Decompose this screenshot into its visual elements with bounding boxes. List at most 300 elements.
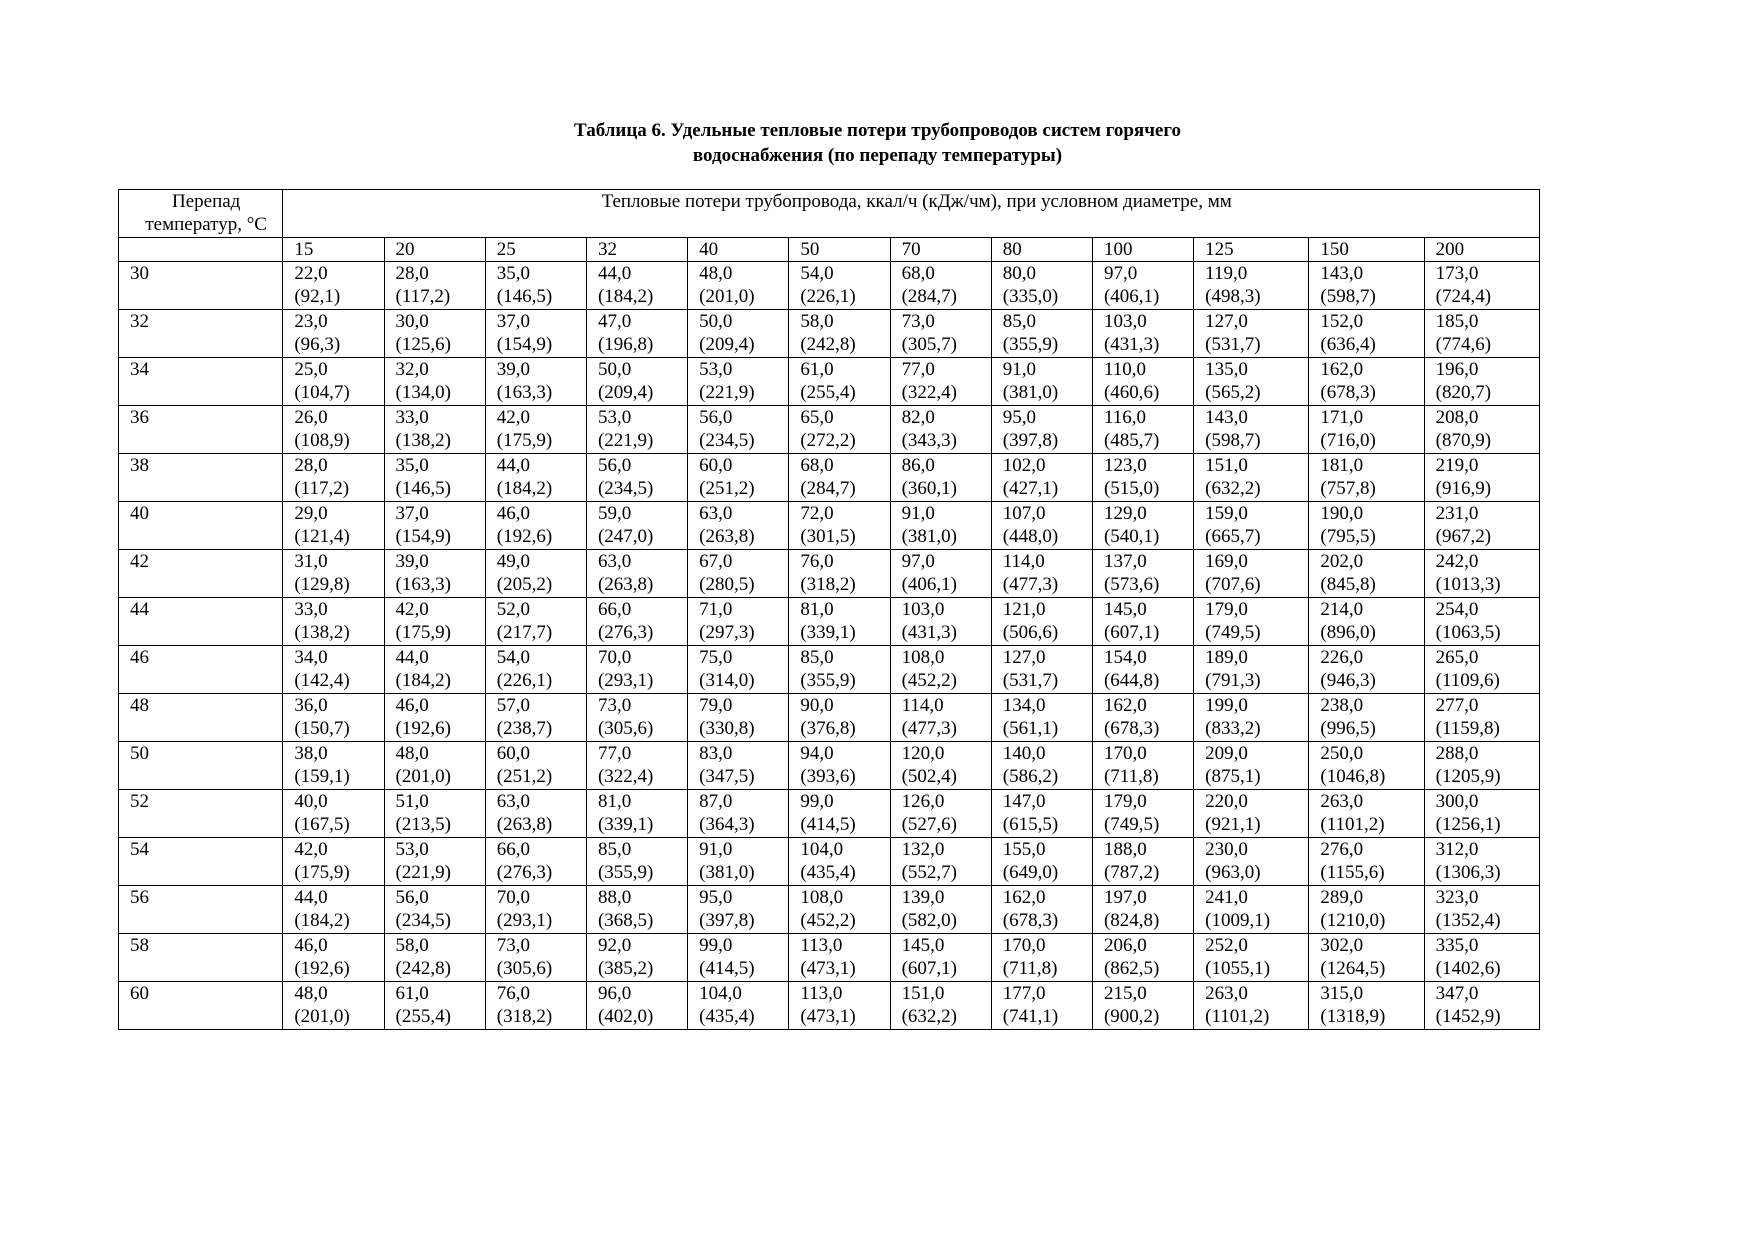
heat-loss-kj-value: (355,9) xyxy=(597,862,654,883)
heat-loss-cell xyxy=(1092,982,1193,1030)
heat-loss-cell xyxy=(1309,646,1424,694)
temperature-diff-cell: 52 xyxy=(119,790,283,838)
heat-loss-cell xyxy=(890,310,991,358)
heat-loss-kj-value: (355,9) xyxy=(800,670,856,691)
heat-loss-cell xyxy=(1424,790,1539,838)
heat-loss-kj-value: (381,0) xyxy=(901,526,957,547)
heat-loss-kj-value: (586,2) xyxy=(1002,766,1059,787)
heat-loss-cell xyxy=(789,838,890,886)
heat-loss-kcal-value: 38,0 xyxy=(294,743,328,764)
heat-loss-kj-value: (716,0) xyxy=(1320,430,1376,451)
heat-loss-kcal-value: 83,0 xyxy=(699,743,733,764)
heat-loss-kcal-value: 215,0 xyxy=(1103,983,1147,1004)
heat-loss-kj-value: (154,9) xyxy=(395,526,451,547)
heat-loss-kj-value: (1318,9) xyxy=(1320,1006,1386,1027)
heat-loss-kcal-value: 190,0 xyxy=(1320,503,1364,524)
heat-loss-kcal-value: 63,0 xyxy=(699,503,733,524)
heat-loss-kcal-value: 302,0 xyxy=(1320,935,1364,956)
heat-loss-cell xyxy=(384,694,485,742)
heat-loss-cell xyxy=(283,742,384,790)
heat-loss-kj-value: (632,2) xyxy=(1205,478,1261,499)
heat-loss-kj-value: (565,2) xyxy=(1205,382,1261,403)
heat-loss-kcal-value: 315,0 xyxy=(1320,983,1364,1004)
heat-loss-cell xyxy=(1309,934,1424,982)
table-row xyxy=(119,502,1540,550)
heat-loss-kj-value: (1452,9) xyxy=(1435,1006,1501,1027)
heat-loss-cell xyxy=(991,262,1092,310)
heat-loss-kcal-value: 36,0 xyxy=(294,695,328,716)
heat-loss-cell xyxy=(991,934,1092,982)
heat-loss-cell xyxy=(789,646,890,694)
heat-loss-kj-value: (427,1) xyxy=(1002,478,1059,499)
table-row xyxy=(119,310,1540,358)
heat-loss-kcal-value: 23,0 xyxy=(294,311,328,332)
heat-loss-kcal-value: 238,0 xyxy=(1320,695,1364,716)
heat-loss-cell xyxy=(688,502,789,550)
heat-loss-kcal-value: 46,0 xyxy=(395,695,429,716)
heat-loss-kcal-value: 48,0 xyxy=(294,983,328,1004)
heat-loss-kcal-value: 323,0 xyxy=(1435,887,1479,908)
heat-loss-kj-value: (138,2) xyxy=(294,622,350,643)
header-temperature-diff-line-1: Перепад xyxy=(171,191,241,212)
heat-loss-kcal-value: 56,0 xyxy=(699,407,733,428)
heat-loss-cell xyxy=(1194,742,1309,790)
heat-loss-kj-value: (234,5) xyxy=(597,478,654,499)
table-row xyxy=(119,790,1540,838)
heat-loss-kcal-value: 170,0 xyxy=(1103,743,1147,764)
heat-loss-cell xyxy=(789,358,890,406)
table-row xyxy=(119,838,1540,886)
heat-loss-kcal-value: 230,0 xyxy=(1205,839,1248,860)
heat-loss-cell xyxy=(485,358,586,406)
heat-loss-cell xyxy=(384,838,485,886)
title-line-1: Таблица 6. Удельные тепловые потери трубопроводов систем горячего xyxy=(574,120,1181,141)
heat-loss-kcal-value: 312,0 xyxy=(1435,839,1479,860)
heat-loss-kcal-value: 60,0 xyxy=(496,743,530,764)
heat-loss-kj-value: (234,5) xyxy=(395,910,451,931)
heat-loss-kj-value: (1101,2) xyxy=(1205,1006,1270,1027)
heat-loss-kcal-value: 61,0 xyxy=(395,983,429,1004)
heat-loss-kcal-value: 171,0 xyxy=(1320,407,1364,428)
heat-loss-kj-value: (134,0) xyxy=(395,382,451,403)
heat-loss-kcal-value: 53,0 xyxy=(699,359,733,380)
heat-loss-kj-value: (234,5) xyxy=(699,430,755,451)
heat-loss-kj-value: (414,5) xyxy=(699,958,755,979)
heat-loss-kcal-value: 33,0 xyxy=(395,407,429,428)
heat-loss-cell xyxy=(1194,934,1309,982)
heat-loss-kj-value: (360,1) xyxy=(901,478,957,499)
heat-loss-kj-value: (649,0) xyxy=(1002,862,1059,883)
heat-loss-cell xyxy=(586,694,687,742)
heat-loss-cell xyxy=(1309,406,1424,454)
heat-loss-cell xyxy=(485,838,586,886)
heat-loss-kcal-value: 29,0 xyxy=(294,503,328,524)
heat-loss-kj-value: (502,4) xyxy=(901,766,957,787)
heat-loss-kj-value: (263,8) xyxy=(496,814,553,835)
heat-loss-cell xyxy=(384,598,485,646)
heat-loss-kj-value: (138,2) xyxy=(395,430,451,451)
heat-loss-kcal-value: 197,0 xyxy=(1103,887,1147,908)
heat-loss-kj-value: (787,2) xyxy=(1103,862,1160,883)
heat-loss-cell xyxy=(586,646,687,694)
heat-loss-kj-value: (711,8) xyxy=(1103,766,1159,787)
heat-loss-cell xyxy=(991,550,1092,598)
heat-loss-cell xyxy=(1092,934,1193,982)
heat-loss-kj-value: (724,4) xyxy=(1435,286,1492,307)
heat-loss-kj-value: (221,9) xyxy=(699,382,755,403)
heat-loss-kj-value: (431,3) xyxy=(901,622,957,643)
heat-loss-kcal-value: 231,0 xyxy=(1435,503,1479,524)
heat-loss-kcal-value: 26,0 xyxy=(294,407,328,428)
heat-loss-cell xyxy=(1309,742,1424,790)
heat-loss-cell xyxy=(789,454,890,502)
heat-loss-kcal-value: 120,0 xyxy=(901,743,945,764)
heat-loss-kj-value: (1013,3) xyxy=(1435,574,1501,595)
heat-loss-kcal-value: 199,0 xyxy=(1205,695,1248,716)
heat-loss-cell xyxy=(1194,790,1309,838)
heat-loss-kj-value: (515,0) xyxy=(1103,478,1160,499)
heat-loss-kj-value: (247,0) xyxy=(597,526,654,547)
temperature-diff-cell: 50 xyxy=(119,742,283,790)
heat-loss-cell xyxy=(1309,262,1424,310)
heat-loss-kcal-value: 159,0 xyxy=(1205,503,1248,524)
heat-loss-kj-value: (921,1) xyxy=(1205,814,1261,835)
heat-loss-kcal-value: 53,0 xyxy=(597,407,632,428)
heat-loss-kcal-value: 151,0 xyxy=(901,983,945,1004)
heat-loss-kj-value: (414,5) xyxy=(800,814,856,835)
heat-loss-cell xyxy=(586,982,687,1030)
heat-loss-cell xyxy=(283,406,384,454)
heat-loss-cell xyxy=(1424,310,1539,358)
heat-loss-kcal-value: 276,0 xyxy=(1320,839,1364,860)
heat-loss-kcal-value: 68,0 xyxy=(800,455,834,476)
heat-loss-cell xyxy=(283,886,384,934)
heat-loss-kj-value: (364,3) xyxy=(699,814,755,835)
heat-loss-cell xyxy=(890,790,991,838)
heat-loss-cell xyxy=(1424,742,1539,790)
heat-loss-kj-value: (916,9) xyxy=(1435,478,1492,499)
heat-loss-kj-value: (845,8) xyxy=(1320,574,1376,595)
diameter-header-cell: 32 xyxy=(586,238,687,262)
heat-loss-kj-value: (644,8) xyxy=(1103,670,1160,691)
heat-loss-cell xyxy=(1309,838,1424,886)
heat-loss-cell xyxy=(283,502,384,550)
header-temperature-diff-line-2: температур, °С xyxy=(145,214,267,235)
heat-loss-cell xyxy=(688,406,789,454)
heat-loss-kcal-value: 145,0 xyxy=(901,935,945,956)
heat-loss-kcal-value: 59,0 xyxy=(597,503,632,524)
heat-loss-cell xyxy=(1194,886,1309,934)
heat-loss-cell xyxy=(890,454,991,502)
heat-loss-cell xyxy=(384,406,485,454)
heat-loss-kj-value: (314,0) xyxy=(699,670,755,691)
heat-loss-kj-value: (305,6) xyxy=(496,958,553,979)
heat-loss-kcal-value: 185,0 xyxy=(1435,311,1479,332)
heat-loss-kj-value: (678,3) xyxy=(1002,910,1059,931)
heat-loss-kj-value: (1046,8) xyxy=(1320,766,1386,787)
heat-loss-kcal-value: 71,0 xyxy=(699,599,733,620)
heat-loss-kcal-value: 265,0 xyxy=(1435,647,1479,668)
table-row xyxy=(119,982,1540,1030)
heat-loss-kcal-value: 52,0 xyxy=(496,599,530,620)
heat-loss-kcal-value: 99,0 xyxy=(800,791,834,812)
heat-loss-kj-value: (318,2) xyxy=(496,1006,553,1027)
table-row xyxy=(119,550,1540,598)
heat-loss-kcal-value: 37,0 xyxy=(395,503,429,524)
heat-loss-cell xyxy=(1194,550,1309,598)
heat-loss-kcal-value: 206,0 xyxy=(1103,935,1147,956)
table-row xyxy=(119,694,1540,742)
diameter-header-row xyxy=(119,238,1540,262)
heat-loss-kcal-value: 126,0 xyxy=(901,791,945,812)
heat-loss-kcal-value: 75,0 xyxy=(699,647,733,668)
heat-loss-kcal-value: 48,0 xyxy=(699,263,733,284)
heat-loss-kj-value: (108,9) xyxy=(294,430,350,451)
heat-loss-cell xyxy=(789,790,890,838)
heat-loss-kj-value: (175,9) xyxy=(496,430,553,451)
heat-loss-kcal-value: 95,0 xyxy=(699,887,733,908)
diameter-header-blank xyxy=(119,238,283,262)
heat-loss-kj-value: (184,2) xyxy=(395,670,451,691)
heat-loss-kj-value: (368,5) xyxy=(597,910,654,931)
heat-loss-cell xyxy=(1309,598,1424,646)
heat-loss-kj-value: (820,7) xyxy=(1435,382,1492,403)
heat-loss-kcal-value: 33,0 xyxy=(294,599,328,620)
heat-loss-cell xyxy=(1309,454,1424,502)
heat-loss-cell xyxy=(586,454,687,502)
heat-loss-cell xyxy=(384,454,485,502)
heat-loss-kj-value: (402,0) xyxy=(597,1006,654,1027)
heat-loss-kcal-value: 169,0 xyxy=(1205,551,1248,572)
heat-loss-kj-value: (201,0) xyxy=(294,1006,350,1027)
heat-loss-kj-value: (824,8) xyxy=(1103,910,1160,931)
heat-loss-cell xyxy=(485,742,586,790)
heat-loss-cell xyxy=(991,790,1092,838)
heat-loss-cell xyxy=(1309,694,1424,742)
heat-loss-kcal-value: 289,0 xyxy=(1320,887,1364,908)
heat-loss-cell xyxy=(384,886,485,934)
heat-loss-kcal-value: 50,0 xyxy=(699,311,733,332)
heat-loss-cell xyxy=(1309,790,1424,838)
heat-loss-kj-value: (272,2) xyxy=(800,430,856,451)
heat-loss-kcal-value: 73,0 xyxy=(496,935,530,956)
heat-loss-kj-value: (485,7) xyxy=(1103,430,1160,451)
heat-loss-kj-value: (552,7) xyxy=(901,862,957,883)
heat-loss-kcal-value: 87,0 xyxy=(699,791,733,812)
table-row xyxy=(119,742,1540,790)
heat-loss-kcal-value: 226,0 xyxy=(1320,647,1364,668)
title-line-2: водоснабжения (по перепаду температуры) xyxy=(692,145,1063,166)
heat-loss-cell xyxy=(688,550,789,598)
heat-loss-cell xyxy=(1424,886,1539,934)
heat-loss-kj-value: (397,8) xyxy=(1002,430,1059,451)
heat-loss-kj-value: (242,8) xyxy=(395,958,451,979)
heat-loss-kcal-value: 135,0 xyxy=(1205,359,1248,380)
table-row xyxy=(119,406,1540,454)
heat-loss-cell xyxy=(586,934,687,982)
diameter-header-cell: 40 xyxy=(688,238,789,262)
heat-loss-kj-value: (104,7) xyxy=(294,382,350,403)
heat-loss-kj-value: (142,4) xyxy=(294,670,350,691)
heat-loss-kj-value: (1101,2) xyxy=(1320,814,1385,835)
table-row xyxy=(119,598,1540,646)
heat-loss-kcal-value: 39,0 xyxy=(395,551,429,572)
heat-loss-cell xyxy=(1424,982,1539,1030)
heat-loss-cell xyxy=(1194,598,1309,646)
heat-loss-cell xyxy=(1424,358,1539,406)
heat-loss-kcal-value: 288,0 xyxy=(1435,743,1479,764)
diameter-header-cell: 50 xyxy=(789,238,890,262)
heat-loss-cell xyxy=(586,886,687,934)
heat-loss-kj-value: (205,2) xyxy=(496,574,553,595)
heat-loss-kcal-value: 189,0 xyxy=(1205,647,1248,668)
heat-loss-cell xyxy=(586,502,687,550)
heat-loss-kj-value: (607,1) xyxy=(1103,622,1160,643)
heat-loss-kcal-value: 56,0 xyxy=(597,455,632,476)
heat-loss-kj-value: (322,4) xyxy=(901,382,957,403)
heat-loss-kcal-value: 35,0 xyxy=(395,455,429,476)
heat-loss-kcal-value: 155,0 xyxy=(1002,839,1046,860)
heat-loss-cell xyxy=(1424,838,1539,886)
heat-loss-kj-value: (330,8) xyxy=(699,718,755,739)
heat-loss-cell xyxy=(991,982,1092,1030)
heat-loss-kcal-value: 94,0 xyxy=(800,743,834,764)
heat-loss-kj-value: (406,1) xyxy=(901,574,957,595)
heat-loss-cell xyxy=(384,742,485,790)
heat-loss-cell xyxy=(586,790,687,838)
heat-loss-cell xyxy=(688,790,789,838)
heat-loss-cell xyxy=(688,358,789,406)
heat-loss-cell xyxy=(283,934,384,982)
heat-loss-kj-value: (376,8) xyxy=(800,718,856,739)
table-row xyxy=(119,262,1540,310)
heat-loss-kcal-value: 67,0 xyxy=(699,551,733,572)
heat-loss-cell xyxy=(1092,598,1193,646)
heat-loss-kj-value: (531,7) xyxy=(1205,334,1261,355)
heat-loss-kcal-value: 209,0 xyxy=(1205,743,1248,764)
heat-loss-kcal-value: 50,0 xyxy=(597,359,632,380)
heat-loss-cell xyxy=(283,694,384,742)
heat-loss-cell xyxy=(1194,502,1309,550)
heat-loss-kcal-value: 96,0 xyxy=(597,983,632,1004)
heat-loss-kj-value: (213,5) xyxy=(395,814,451,835)
heat-loss-cell xyxy=(384,790,485,838)
heat-loss-cell xyxy=(789,406,890,454)
heat-loss-cell xyxy=(283,646,384,694)
heat-loss-kj-value: (96,3) xyxy=(294,334,341,355)
heat-loss-kcal-value: 220,0 xyxy=(1205,791,1248,812)
heat-loss-cell xyxy=(485,646,586,694)
heat-loss-kcal-value: 39,0 xyxy=(496,359,530,380)
heat-loss-kj-value: (636,4) xyxy=(1320,334,1376,355)
heat-loss-kcal-value: 88,0 xyxy=(597,887,632,908)
heat-loss-kj-value: (749,5) xyxy=(1205,622,1261,643)
heat-loss-kcal-value: 219,0 xyxy=(1435,455,1479,476)
heat-loss-kj-value: (967,2) xyxy=(1435,526,1492,547)
heat-loss-kcal-value: 56,0 xyxy=(395,887,429,908)
heat-loss-kcal-value: 179,0 xyxy=(1205,599,1248,620)
heat-loss-kj-value: (452,2) xyxy=(800,910,856,931)
heat-loss-kcal-value: 99,0 xyxy=(699,935,733,956)
header-temperature-diff xyxy=(119,190,283,238)
heat-loss-cell xyxy=(991,502,1092,550)
heat-loss-kcal-value: 77,0 xyxy=(901,359,935,380)
temperature-diff-cell: 46 xyxy=(119,646,283,694)
heat-loss-kcal-value: 44,0 xyxy=(395,647,429,668)
heat-loss-kcal-value: 47,0 xyxy=(597,311,632,332)
heat-loss-kcal-value: 68,0 xyxy=(901,263,935,284)
heat-loss-cell xyxy=(1309,550,1424,598)
heat-loss-kcal-value: 154,0 xyxy=(1103,647,1147,668)
heat-loss-kj-value: (561,1) xyxy=(1002,718,1059,739)
heat-loss-kj-value: (862,5) xyxy=(1103,958,1160,979)
heat-loss-kj-value: (381,0) xyxy=(1002,382,1059,403)
heat-loss-cell xyxy=(384,310,485,358)
heat-loss-kcal-value: 208,0 xyxy=(1435,407,1479,428)
heat-loss-cell xyxy=(688,838,789,886)
header-heat-losses: Тепловые потери трубопровода, ккал/ч (кДж/чм), при условном диаметре, мм xyxy=(283,190,1540,238)
heat-loss-cell xyxy=(485,454,586,502)
heat-loss-cell xyxy=(586,742,687,790)
heat-loss-cell xyxy=(1424,598,1539,646)
heat-loss-kj-value: (900,2) xyxy=(1103,1006,1160,1027)
heat-loss-kj-value: (209,4) xyxy=(597,382,654,403)
temperature-diff-cell: 36 xyxy=(119,406,283,454)
heat-loss-kj-value: (251,2) xyxy=(699,478,755,499)
heat-loss-kj-value: (263,8) xyxy=(699,526,755,547)
heat-loss-kcal-value: 42,0 xyxy=(395,599,429,620)
heat-loss-cell xyxy=(890,406,991,454)
heat-loss-kj-value: (355,9) xyxy=(1002,334,1059,355)
heat-loss-kj-value: (406,1) xyxy=(1103,286,1160,307)
heat-loss-kj-value: (305,6) xyxy=(597,718,654,739)
heat-loss-kcal-value: 86,0 xyxy=(901,455,935,476)
heat-loss-cell xyxy=(1309,310,1424,358)
heat-loss-kcal-value: 42,0 xyxy=(496,407,530,428)
heat-loss-kj-value: (242,8) xyxy=(800,334,856,355)
heat-loss-kj-value: (175,9) xyxy=(395,622,451,643)
heat-loss-kj-value: (1264,5) xyxy=(1320,958,1386,979)
heat-loss-kj-value: (573,6) xyxy=(1103,574,1160,595)
diameter-header-cell: 150 xyxy=(1309,238,1424,262)
heat-loss-kcal-value: 250,0 xyxy=(1320,743,1364,764)
heat-loss-kj-value: (293,1) xyxy=(597,670,654,691)
heat-loss-kcal-value: 73,0 xyxy=(597,695,632,716)
heat-loss-kj-value: (201,0) xyxy=(699,286,755,307)
heat-loss-kcal-value: 72,0 xyxy=(800,503,834,524)
heat-loss-cell xyxy=(283,550,384,598)
diameter-header-cell: 20 xyxy=(384,238,485,262)
heat-loss-cell xyxy=(789,886,890,934)
heat-loss-kj-value: (121,4) xyxy=(294,526,350,547)
temperature-diff-cell: 44 xyxy=(119,598,283,646)
heat-loss-cell xyxy=(283,310,384,358)
heat-loss-kcal-value: 104,0 xyxy=(800,839,844,860)
heat-loss-cell xyxy=(1092,454,1193,502)
heat-loss-cell xyxy=(586,598,687,646)
heat-loss-kcal-value: 40,0 xyxy=(294,791,328,812)
heat-loss-kcal-value: 60,0 xyxy=(699,455,733,476)
heat-loss-cell xyxy=(485,550,586,598)
heat-loss-cell xyxy=(283,790,384,838)
heat-loss-kj-value: (795,5) xyxy=(1320,526,1376,547)
heat-loss-cell xyxy=(688,982,789,1030)
heat-loss-cell xyxy=(991,310,1092,358)
heat-loss-cell xyxy=(485,598,586,646)
heat-loss-cell xyxy=(890,694,991,742)
heat-loss-kj-value: (397,8) xyxy=(699,910,755,931)
heat-loss-cell xyxy=(1092,550,1193,598)
